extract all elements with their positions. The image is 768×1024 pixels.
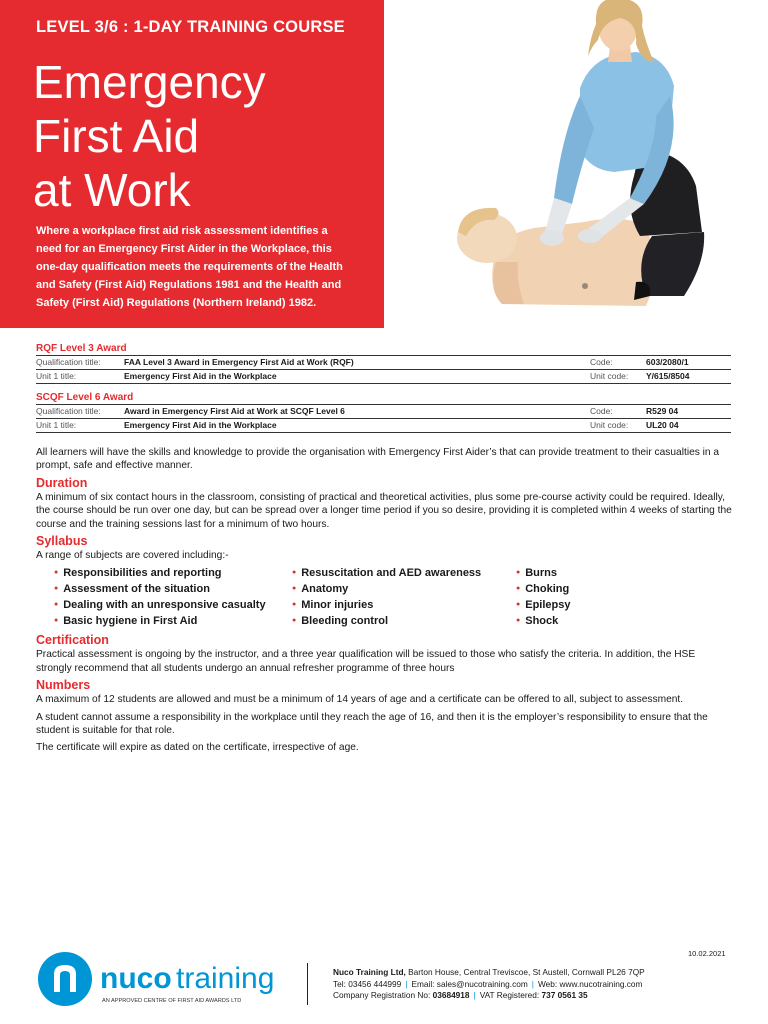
row-label: Unit 1 title: [36, 420, 77, 430]
list-item: ● Bleeding control [292, 613, 516, 629]
contact-line [333, 979, 645, 991]
syllabus-heading: Syllabus [36, 534, 88, 549]
vat-label: VAT Registered: [479, 990, 542, 1000]
registration-line [333, 990, 645, 1002]
row-label: Unit 1 title: [36, 371, 77, 381]
certification-heading: Certification [36, 633, 109, 648]
syllabus-intro: A range of subjects are covered including:- [36, 550, 229, 562]
separator: | [405, 978, 408, 989]
row-label: Qualification title: [36, 357, 101, 367]
website-link[interactable]: Web: www.nucotraining.com [537, 978, 643, 989]
syllabus-column [292, 565, 516, 629]
course-level: LEVEL 3/6 : 1-DAY TRAINING COURSE [36, 18, 345, 36]
code-value: 603/2080/1 [646, 357, 689, 367]
page-title [33, 55, 266, 217]
row-label: Qualification title: [36, 406, 101, 416]
row-value: Emergency First Aid in the Workplace [124, 420, 277, 430]
list-item: ● Responsibilities and reporting [54, 565, 292, 581]
title-line: at Work [33, 164, 191, 216]
syllabus-list [54, 565, 733, 629]
lead-paragraph: All learners will have the skills and knowledge to provide the organisation with Emergency First Aider’s that can provide treatment to their casualties in a prompt, safe and effective manner. [36, 447, 720, 472]
duration-heading: Duration [36, 475, 88, 490]
logo-tagline: AN APPROVED CENTRE OF FIRST AID AWARDS LTD [102, 998, 242, 1004]
numbers-text: A maximum of 12 students are allowed and must be a minimum of 14 years of age and a certificate can be offered to all, subject to assessment. [36, 694, 684, 706]
footer-divider [307, 963, 308, 1005]
qualification-row [36, 355, 731, 369]
registration-label: Company Registration No: [333, 990, 433, 1000]
telephone: Tel: 03456 444999 [333, 978, 402, 989]
rqf-heading: RQF Level 3 Award [36, 343, 127, 354]
logo-circle-icon [38, 952, 92, 1006]
code-value: R529 04 [646, 406, 679, 416]
code-value: Y/615/8504 [646, 371, 690, 381]
list-item: ● Minor injuries [292, 597, 516, 613]
duration-text: A minimum of six contact hours in the classroom, consisting of practical and theoretical activities, plus some pre-course activity could be required. Ideally, the course should be run over one day, but can be spread over a longer time period if you so desire, providing it is completed within 4 weeks of starting the course and the training sessions last for a minimum of two hours. [36, 491, 732, 530]
title-line: First Aid [33, 110, 200, 162]
code-label: Unit code: [590, 371, 629, 381]
row-value: FAA Level 3 Award in Emergency First Aid at Work (RQF) [124, 357, 354, 367]
hero-panel [0, 0, 384, 328]
vat-number: 737 0561 35 [541, 990, 588, 1000]
cpr-illustration [384, 0, 768, 328]
row-value: Award in Emergency First Aid at Work at SCQF Level 6 [124, 406, 345, 416]
list-item: ● Resuscitation and AED awareness [292, 565, 516, 581]
numbers-text: A student cannot assume a responsibility in the workplace until they reach the age of 16, and then it is the employer’s responsibility to ensure that the student is suitable for that role. [36, 711, 708, 737]
cpr-photo [384, 0, 768, 328]
qualification-row [36, 404, 731, 418]
company-name: Nuco Training Ltd, [333, 967, 406, 977]
qualification-row [36, 418, 731, 433]
row-value: Emergency First Aid in the Workplace [124, 371, 277, 381]
numbers-text: The certificate will expire as dated on the certificate, irrespective of age. [36, 742, 359, 754]
nuco-training-logo [36, 952, 296, 1008]
address-line [333, 967, 645, 979]
logo-training: training [176, 962, 275, 995]
course-details [36, 446, 733, 755]
registration-number: 03684918 [432, 990, 470, 1000]
email-link[interactable]: Email: sales@nucotraining.com [411, 978, 528, 989]
certification-text: Practical assessment is ongoing by the instructor, and a three year qualification will be issued to those who satisfy the criteria. In addition, the HSE strongly recommend that all students undergo an annual refresher programme of three hours [36, 649, 696, 674]
separator: | [473, 990, 476, 1000]
code-label: Code: [590, 406, 613, 416]
numbers-heading: Numbers [36, 678, 91, 693]
code-label: Unit code: [590, 420, 629, 430]
list-item: ● Burns [516, 565, 570, 581]
intro-text: Where a workplace first aid risk assessment identifies a need for an Emergency First Aider in the Workplace, this one-day qualification meets the requirements of the Health and Safety (First Aid) Regulations 1981 and the Health and Safety (First Aid) Regulations (Northern Ireland) 1982. [36, 225, 343, 309]
logo-nuco: nuco [100, 962, 172, 995]
code-value: UL20 04 [646, 420, 679, 430]
list-item: ● Dealing with an unresponsive casualty [54, 597, 292, 613]
list-item: ● Anatomy [292, 581, 516, 597]
separator: | [531, 978, 534, 989]
list-item: ● Choking [516, 581, 570, 597]
syllabus-column [54, 565, 292, 629]
syllabus-column [516, 565, 570, 629]
code-label: Code: [590, 357, 613, 367]
list-item: ● Basic hygiene in First Aid [54, 613, 292, 629]
list-item: ● Epilepsy [516, 597, 570, 613]
qualification-row [36, 369, 731, 384]
list-item: ● Shock [516, 613, 570, 629]
scqf-heading: SCQF Level 6 Award [36, 392, 134, 403]
title-line: Emergency [33, 56, 266, 108]
contact-block [333, 967, 645, 1002]
list-item: ● Assessment of the situation [54, 581, 292, 597]
qualifications-table [36, 342, 731, 433]
document-date: 10.02.2021 [688, 949, 726, 958]
address: Barton House, Central Treviscoe, St Austell, Cornwall PL26 7QP [405, 967, 645, 977]
